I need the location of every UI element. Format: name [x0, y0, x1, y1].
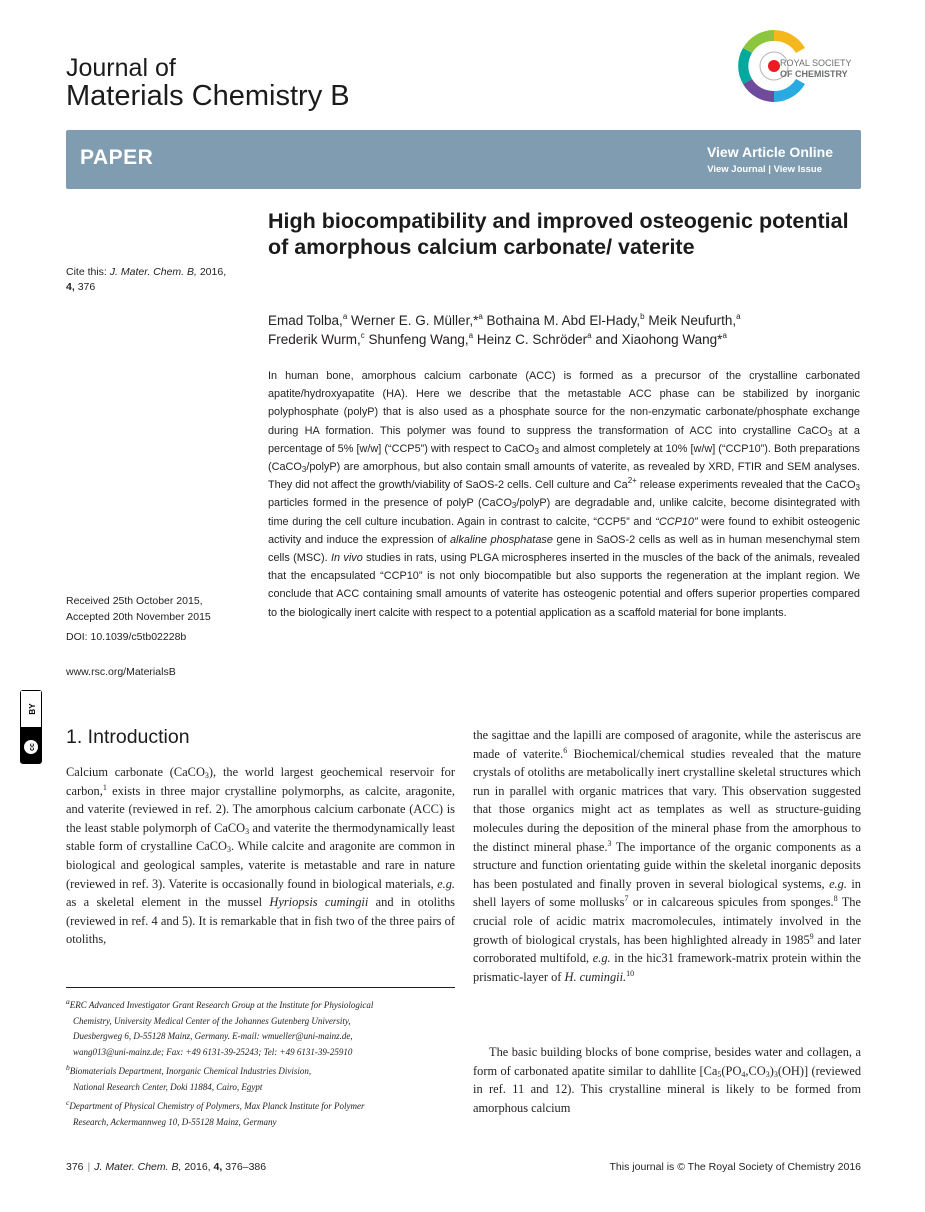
subscript: 5	[717, 1069, 722, 1079]
paper-label: PAPER	[80, 146, 154, 169]
body-text: e.g.	[829, 876, 847, 891]
intro-paragraph	[66, 763, 455, 949]
footnote-text: Biomaterials Department, Inorganic Chemical Industries Division,	[69, 1066, 312, 1076]
subscript: 3	[765, 1069, 770, 1079]
footnote-text: National Research Center, Doki 11884, Cairo, Egypt	[73, 1081, 263, 1092]
rsc-logo[interactable]	[736, 22, 866, 110]
footnote-line	[66, 1115, 461, 1131]
journal-title-line2: Materials Chemistry B	[66, 80, 350, 112]
section-heading-introduction: 1. Introduction	[66, 726, 190, 748]
body-text: ,CO	[745, 1063, 766, 1078]
body-text: ), the world largest geochemical reservoir for carbon,	[66, 765, 455, 798]
footer-volume: 4,	[213, 1161, 223, 1173]
author-affiliation: a	[342, 312, 348, 321]
cite-year: 2016,	[199, 266, 227, 278]
author-list	[268, 311, 868, 349]
author: Frederik Wurm,	[268, 332, 361, 347]
author: Shunfeng Wang,	[368, 332, 469, 347]
rsc-logo-icon	[736, 22, 866, 110]
view-links-separator: |	[768, 164, 771, 175]
reference-link[interactable]: 3	[607, 838, 612, 848]
received-dates	[66, 593, 211, 625]
footnote-text: Research, Ackermannweg 10, D-55128 Mainz, Germany	[73, 1116, 277, 1127]
body-text: e.g.	[592, 951, 611, 966]
view-issue-link[interactable]: View Issue	[773, 164, 822, 175]
abstract-text: “CCP10”	[655, 515, 698, 528]
footnote-line	[66, 1080, 461, 1096]
superscript: 2+	[627, 476, 637, 486]
author-affiliation: c	[360, 331, 365, 340]
subscript: 3	[827, 428, 833, 438]
subscript: 3	[855, 483, 860, 493]
footnote-line	[66, 1095, 461, 1115]
author: Heinz C. Schröder	[476, 332, 588, 347]
author-affiliation: a	[587, 331, 592, 340]
body-text: . While calcite and aragonite are common in biological and geological samples, vaterite is metastable and rare in nature (reviewed in ref. 3). Vaterite is occasionally found in biological materials,	[66, 839, 455, 891]
footnote-line	[66, 1029, 461, 1045]
author: Bothaina M. Abd El-Hady,	[486, 313, 641, 328]
abstract-text: studies in rats, using PLGA microspheres inserted in the muscles of the back of the animals, revealed that the encapsulated “CCP10” is not only biocompatible but also supports the regeneration at the implant region. We conclude that ACC containing small amounts of vaterite has osteogenic potential and offers superior properties compared to the biologically inert calcite with respect to a potential application as a scaffold material for bone implants.	[268, 552, 860, 619]
subscript: 3	[511, 501, 517, 511]
author-affiliation: a	[736, 312, 741, 321]
footnote-line	[66, 1060, 461, 1080]
body-text: in shell layers of some mollusks	[473, 876, 861, 910]
body-text: Biochemical/chemical studies revealed that the mature crystals of otoliths are metabolically inert crystalline skeletal structures which run in parallel with organic matrices that vary. This observation suggested that those organics might act as templates as well as structure-guiding molecules during the deposition of the mineral phase from the amorphous to the distinct mineral phase.	[473, 746, 861, 854]
affiliation-footnotes	[66, 994, 461, 1130]
subscript: 3	[773, 1069, 778, 1079]
body-text: and in otoliths (reviewed in ref. 4 and 5). It is remarkable that in fish two of the three pairs of otoliths,	[66, 895, 455, 947]
body-paragraph	[473, 1043, 861, 1117]
body-text: and later corroborated multifold,	[473, 932, 861, 966]
article-title: High biocompatibility and improved osteogenic potential of amorphous calcium carbonate/ vaterite	[268, 209, 849, 259]
cite-page: 376	[77, 281, 96, 293]
footnote-text: Duesbergweg 6, D-55128 Mainz, Germany. E-mail: wmueller@uni-mainz.de,	[73, 1031, 353, 1041]
author: Werner E. G. Müller,*	[351, 313, 479, 328]
subscript: 4	[741, 1069, 746, 1079]
author-affiliation: a	[468, 331, 474, 340]
abstract-text: were found to exhibit osteogenic activity and induce the expression of	[268, 515, 860, 546]
abstract-text: particles formed in the presence of polyP (CaCO	[268, 497, 512, 510]
footnote-mark: a	[66, 997, 70, 1006]
cite-volume: 4,	[66, 281, 75, 293]
rsc-logo-line1: ROYAL SOCIETY	[780, 58, 852, 68]
author-affiliation: a	[722, 331, 727, 340]
creative-commons-icon	[21, 691, 41, 763]
journal-title-line1: Journal of	[66, 54, 176, 82]
subscript: 3	[245, 826, 250, 836]
footnote-divider	[66, 987, 455, 988]
body-text: The importance of the organic components as a structure and function orientating guide within the skeletal inorganic deposits has been postulated and finally proven in several biological systems,	[473, 839, 861, 891]
footnote-mark: b	[66, 1063, 70, 1072]
reference-link[interactable]: 6	[563, 745, 568, 755]
footnote-text: Chemistry, University Medical Center of the Johannes Gutenberg University,	[73, 1015, 351, 1026]
cite-label: Cite this:	[66, 266, 107, 278]
footer-pages: 376–386	[225, 1161, 267, 1173]
body-text: The crucial role of acidic matrix macromolecules, intimately involved in the growth of biological crystals, has been highlighted already in 1985	[473, 895, 861, 947]
cc-label: cc	[29, 743, 36, 751]
reference-link[interactable]: 1	[102, 782, 107, 792]
abstract-text: alkaline phosphatase	[450, 533, 553, 546]
body-text: exists in three major crystalline polymorphs, as calcite, aragonite, and vaterite (reviewed in ref. 2). The amorphous calcium carbonate (ACC) is the least stable polymorph of CaCO	[66, 783, 455, 835]
body-text: H. cumingii.	[564, 969, 627, 984]
rsc-logo-line2: OF CHEMISTRY	[780, 69, 848, 79]
subscript: 3	[226, 845, 231, 855]
view-article-online-link[interactable]: View Article Online	[706, 144, 833, 160]
view-journal-link[interactable]: View Journal	[707, 164, 766, 175]
cc-by-label: BY	[28, 703, 37, 715]
footer-journal: J. Mater. Chem. B,	[94, 1161, 182, 1173]
footnote-text: wang013@uni-mainz.de; Fax: +49 6131-39-25243; Tel: +49 6131-39-25910	[73, 1046, 353, 1057]
body-text: the sagittae and the lapilli are composed of aragonite, while the asteriscus are made of vaterite.	[473, 728, 861, 761]
abstract-text: /polyP) are amorphous, but also contain small amounts of vaterite, as revealed by XRD, FTIR and SEM analyses. They did not affect the growth/viability of SaOS-2 cells. Cell culture and Ca	[268, 461, 860, 492]
body-text: Calcium carbonate (CaCO	[66, 765, 205, 779]
footnote-mark: c	[66, 1098, 70, 1107]
body-text: as a skeletal element in the mussel	[66, 895, 270, 910]
body-text: and vaterite the thermodynamically least stable form of crystalline CaCO	[66, 820, 455, 854]
reference-link[interactable]: 10	[626, 968, 635, 978]
body-paragraph	[473, 726, 861, 986]
footnote-line	[66, 1014, 461, 1030]
copyright-notice: This journal is © The Royal Society of Chemistry 2016	[609, 1161, 861, 1173]
footnote-text: Department of Physical Chemistry of Polymers, Max Planck Institute for Polymer	[69, 1101, 365, 1111]
abstract-text: In vivo	[330, 552, 363, 565]
body-text: Hyriopsis cumingii	[269, 895, 369, 910]
cc-by-license-badge[interactable]	[20, 690, 42, 764]
author-affiliation: b	[640, 312, 645, 321]
body-text: (OH)] (reviewed in ref. 11 and 12). This crystalline mineral is likely to be formed from amorphous calcium	[473, 1063, 862, 1115]
footnote-line	[66, 994, 461, 1014]
body-text: (PO	[721, 1063, 742, 1078]
footnote-line	[66, 1045, 461, 1061]
abstract-text: release experiments revealed that the CaCO	[636, 479, 856, 492]
page-footer-left	[66, 1161, 266, 1173]
author-affiliation: a	[478, 312, 483, 321]
journal-url-link[interactable]: www.rsc.org/MaterialsB	[66, 666, 176, 678]
view-links	[707, 164, 822, 175]
author: Emad Tolba,	[268, 313, 343, 328]
body-text: or in calcareous spicules from sponges.	[628, 895, 834, 910]
footer-year: 2016,	[184, 1161, 211, 1173]
body-text: e.g.	[437, 876, 455, 891]
abstract-text: /polyP) are degradable and, unlike calcite, become disintegrated with time during the cell culture incubation. Again in contrast to calcite, “CCP5” and	[268, 497, 860, 528]
footer-separator: |	[87, 1161, 91, 1173]
abstract-text: at a percentage of 5% [w/w] (“CCP5”) with respect to CaCO	[268, 424, 860, 455]
author: and Xiaohong Wang*	[595, 332, 723, 347]
reference-link[interactable]: 9	[809, 931, 814, 941]
abstract-text: gene in SaOS-2 cells as well as in human mesenchymal stem cells (MSC).	[268, 533, 860, 565]
subscript: 3	[534, 446, 539, 456]
received-date: Received 25th October 2015,	[66, 595, 203, 607]
cite-this	[66, 265, 251, 295]
reference-link[interactable]: 7	[624, 894, 629, 904]
abstract	[268, 367, 860, 622]
body-text: in the hic31 framework-matrix protein within the prismatic-layer of	[473, 951, 861, 984]
footnote-text: ERC Advanced Investigator Grant Research Group at the Institute for Physiological	[69, 1000, 374, 1010]
subscript: 3	[301, 465, 307, 475]
abstract-text: In human bone, amorphous calcium carbonate (ACC) is formed as a precursor of the crystalline carbonated apatite/hydroxyapatite (HA). Here we describe that the metastable ACC phase can be stabilized by inorganic polyphosphate (polyP) that is also used as a phosphate source for the non-enzymatic carbonate/phosphate exchange during HA formation. This polymer was found to suppress the transformation of ACC into crystalline CaCO	[268, 370, 860, 437]
body-text: )	[769, 1063, 774, 1078]
reference-link[interactable]: 8	[833, 894, 838, 904]
accepted-date: Accepted 20th November 2015	[66, 611, 211, 623]
subscript: 3	[204, 771, 209, 780]
page-number: 376	[66, 1161, 84, 1173]
cite-journal: J. Mater. Chem. B,	[109, 266, 197, 278]
abstract-text: and almost completely at 10% [w/w] (“CCP10”). Both preparations (CaCO	[268, 442, 860, 474]
author: Meik Neufurth,	[648, 313, 737, 328]
body-text: The basic building blocks of bone comprise, besides water and collagen, a form of carbonated apatite similar to dahllite [Ca	[473, 1045, 861, 1078]
doi[interactable]: DOI: 10.1039/c5tb02228b	[66, 631, 187, 643]
